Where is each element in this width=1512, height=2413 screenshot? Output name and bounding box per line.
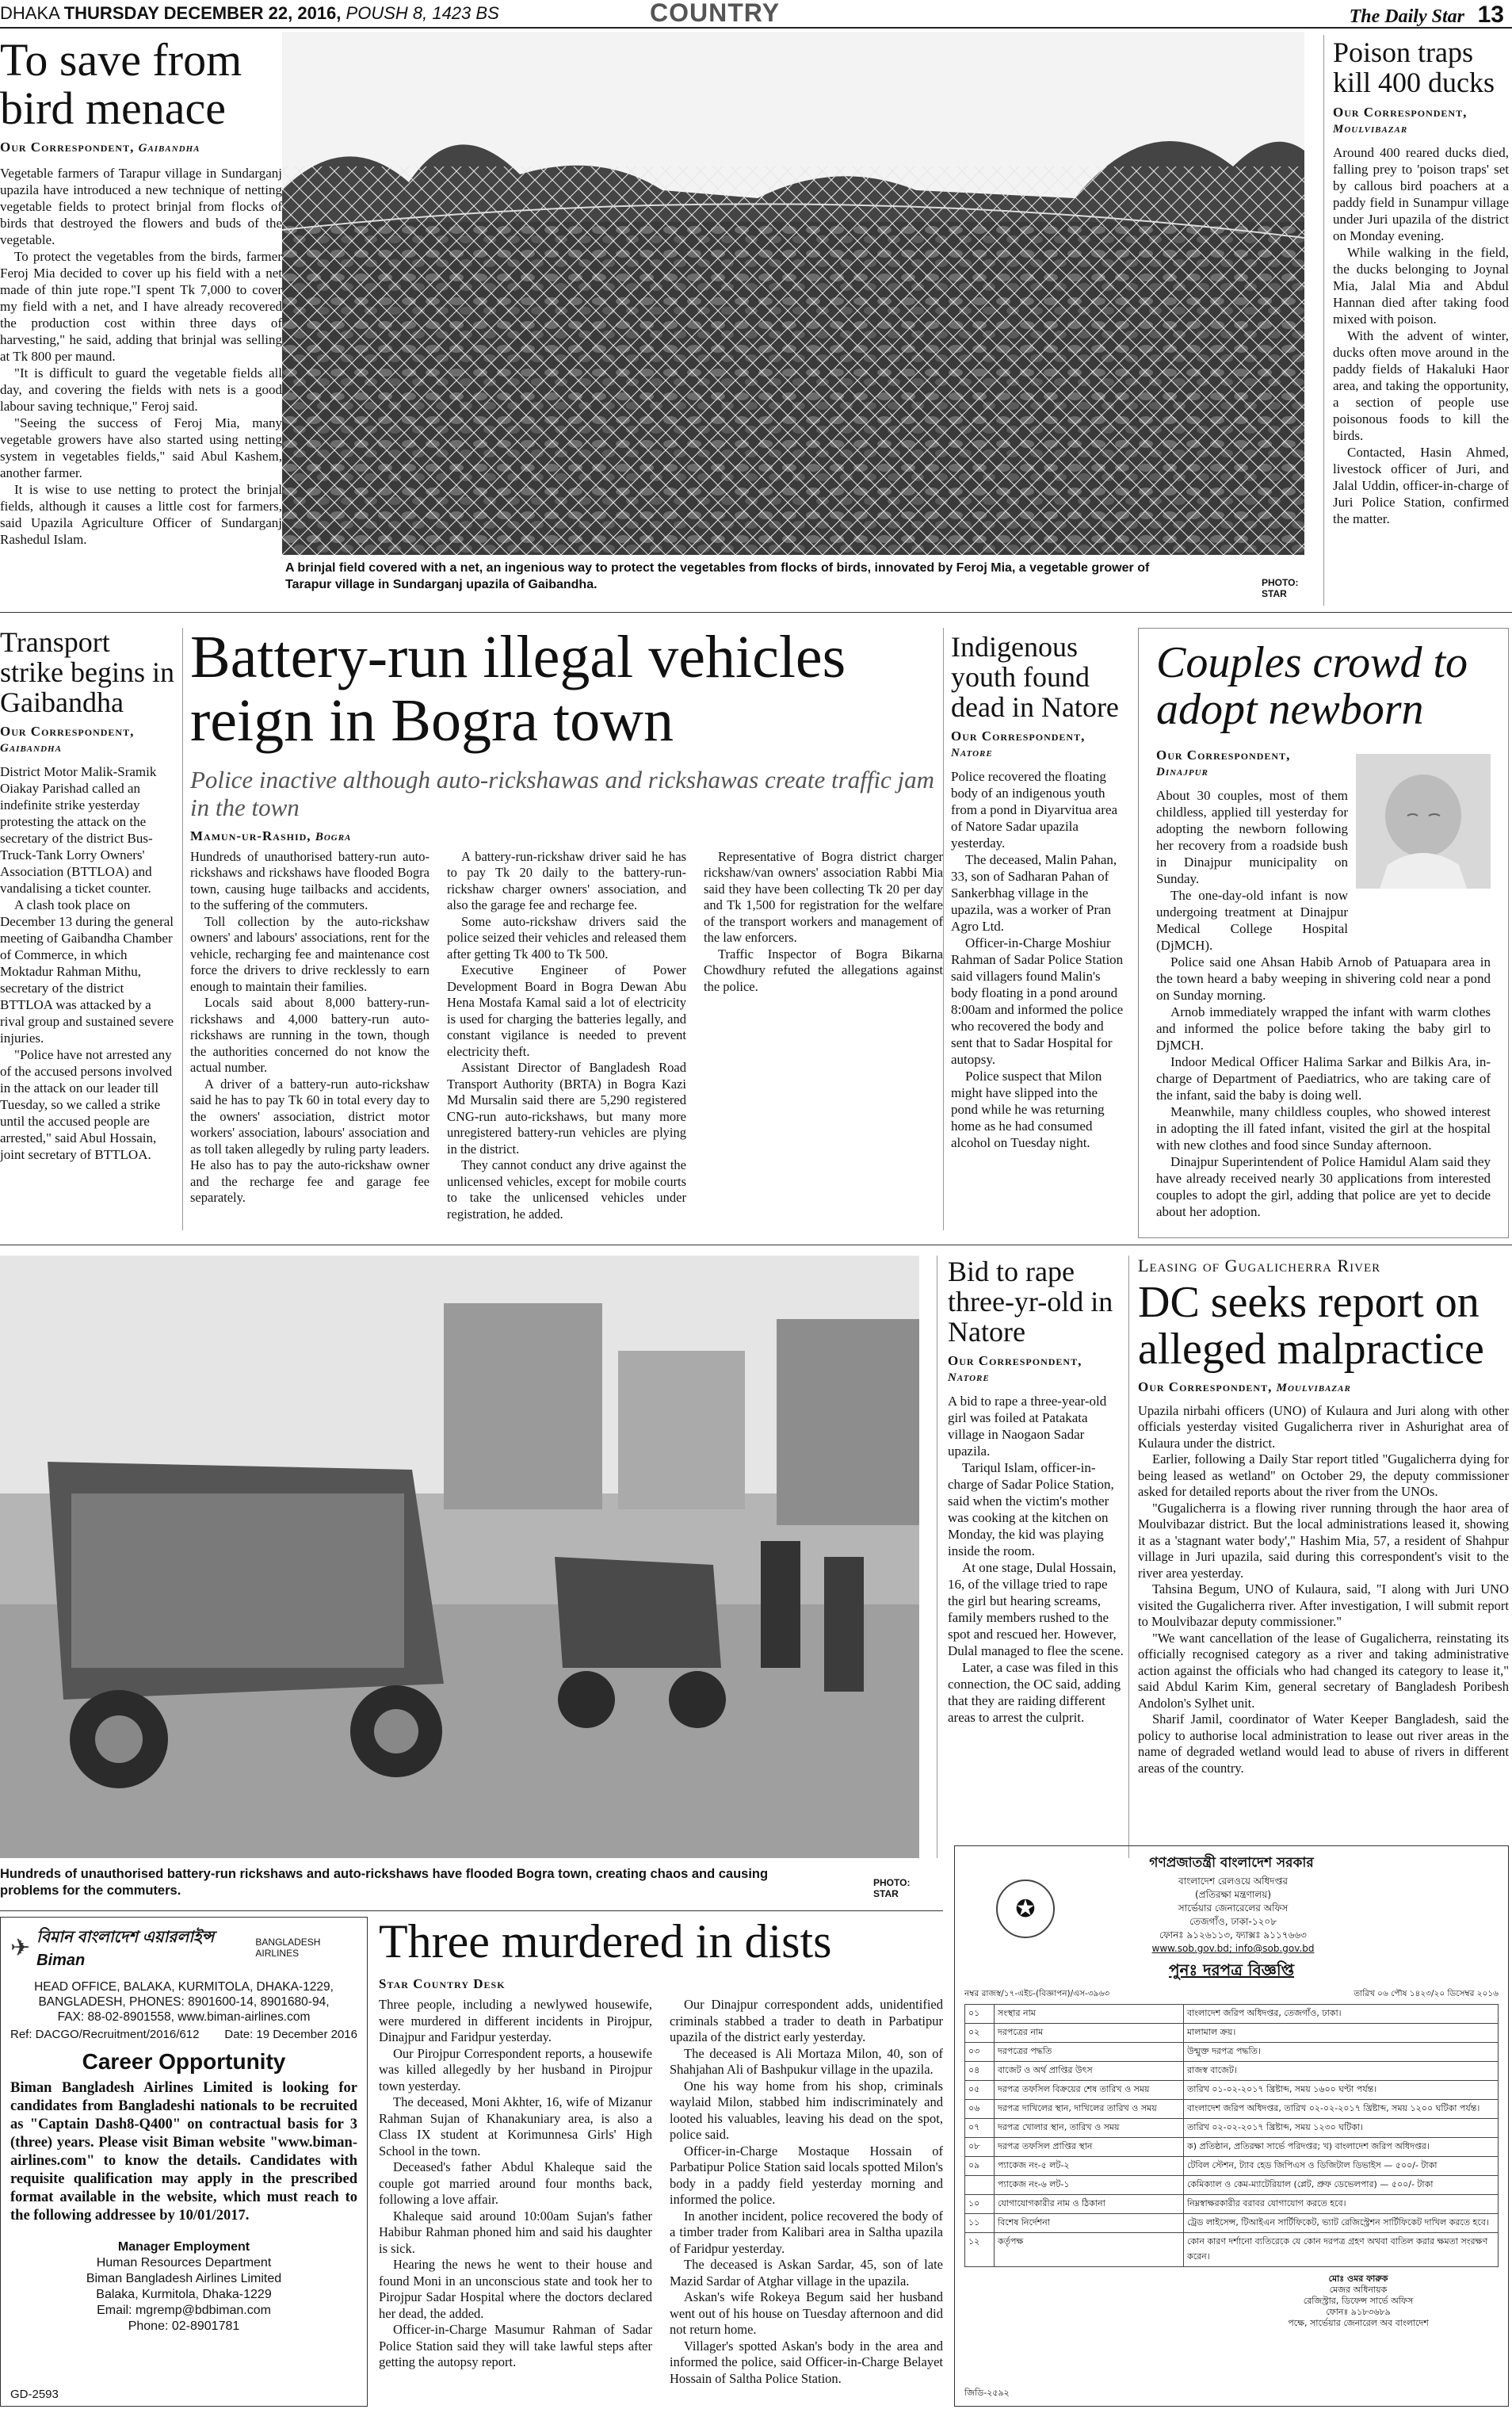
bogra-traffic-image [0,1256,919,1858]
masthead: The Daily Star 13 [1349,2,1504,28]
table-cell: ০৬ [965,2100,995,2119]
article-ducks [1333,38,1509,609]
table-cell: ০৮ [965,2138,995,2157]
emblem-icon: ✪ [996,1880,1055,1938]
body-text: District Motor Malik-Sramik Oiakay Parishad called an indefinite strike yesterday protesting the attack on the secretary of the district Bus-Truck-Tank Lorry Owners' Association (BTTLOA) and vandalising a ticket counter. A clash took place on December 13 during the general meeting of Gaibandha Chamber of Commerce, in which Moktadur Rahman Mithu, secretary of the district BTTLOA was attacked by a rival group and sustained severe injuries. "Police have not arrested any of the accused persons involved in the attack on our leader till Tuesday, so we called a strike until the accused people are arrested," said Abul Hossain, joint secretary of BTTLOA. [0,764,174,1163]
article-rape [948,1257,1125,1860]
table-cell: দরপত্রের পদ্ধতি [995,2043,1184,2062]
table-cell: ১০ [965,2195,995,2214]
notice-signatory: মোঃ ওমর ফারুক মেজর অধিনায়ক রেজিস্ট্রার, ডিফেন্স সার্ভে অফিস ফোনঃ ৯১৮৩৬৮৯ পক্ষে, সার্ভেয়ার জেনারেল অব বাংলাদেশ [1288,2273,1429,2328]
newborn-photo [1356,754,1491,889]
table-cell: দরপত্রের নাম [995,2024,1184,2043]
article-indigenous [951,633,1125,1235]
govt-tender-notice: গণপ্রজাতন্ত্রী বাংলাদেশ সরকার ✪ বাংলাদেশ রেলওয়ে অধিদপ্তর (প্রতিরক্ষা মন্ত্রণালয়) সার্ভেয়ার জেনারেলের অফিস তেজগাঁও, ঢাকা-১২০৮ ফোনঃ ৯১২৬১১৩, ফ্যাক্সঃ ৯১১৭৬৬৩ www.sob.gov.bd; info@sob.gov.bd পুনঃ দরপত্র বিজ্ঞপ্তি নম্বর রাজস্ব/১৭-এইচ-(বিজ্ঞাপন)/এস-৩৯৬৩ তারিখ ০৬ পৌষ ১৪২৩/২০ ডিসেম্বর ২০১৬ ০১ সংস্থার নাম বাংলাদেশ জরিপ অধিদপ্তর, তেজগাঁও, ঢাকা। ০২ দরপত্রের নাম মালামাল ক্রয়। ০৩ দরপত্রের পদ্ধতি উন্মুক্ত দরপত্র পদ্ধতি। ০৪ বাজেট ও অর্থ প্রাপ্তির উৎস রাজস্ব বাজেট। ০৫ দরপত্র তফসিল বিক্রয়ের শেষ তারিখ ও সময় তারিখ ০১-০২-২০১৭ খ্রিষ্টাব্দ, সময় ১৬০০ ঘণ্টা পর্যন্ত। ০৬ দরপত্র দাখিলের স্থান, দাখিলের তারিখ ও সময় বাংলাদেশ জরিপ অধিদপ্তর, তারিখ ০২-০২-২০১৭ খ্রিষ্টাব্দ, সময় ১২০০ ঘটিকা পর্যন্ত। ০৭ দরপত্র খোলার স্থান, তারিখ ও সময় তারিখ ০২-০২-২০১৭ খ্রিষ্টাব্দ, সময় ১২৩০ ঘটিকা। ০৮ দরপত্র তফসিল প্রাপ্তির স্থান ক) প্রতিষ্ঠান, প্রতিরক্ষা সার্ভে পরিদপ্তর; খ) বাংলাদেশ জরিপ অধিদপ্তর। ০৯ প্যাকেজ নং-৫ লট-২ টেবিল স্টেশন, ট্যাব হেড জিপিএস ও ডিজিটাল ডিভাইস — ৫০০/- টাকা প্যাকেজ নং-৬ লট-১ কেমিক্যাল ও কেম-ম্যাটেরিয়াল (প্লেট, প্রুফ ডেভেলপার) — ৫০০/- টাকা ১০ যোগাযোগকারীর নাম ও ঠিকানা নিম্নস্বাক্ষরকারীর বরাবর যোগাযোগ করতে হবে। ১১ বিশেষ নির্দেশনা ট্রেড লাইসেন্স, টিআইএন সার্টিফিকেট, ভ্যাট রেজিস্ট্রেশন সার্টিফিকেট দাখিল করতে হবে। ১২ কর্তৃপক্ষ কোন কারণ দর্শানো ব্যতিরেকে যে কোন দরপত্র গ্রহণ অথবা বাতিল করার ক্ষমতা সংরক্ষণ করেন। মোঃ ওমর ফারুক মেজর অধিনায়ক রেজিস্ট্রার, ডিফেন্স সার্ভে অফিস ফোনঃ ৯১৮৩৬৮৯ পক্ষে, সার্ভেয়ার জেনারেল অব বাংলাদেশ জিডি-২৫৯২ [954,1845,1509,2407]
table-cell: যোগাযোগকারীর নাম ও ঠিকানা [995,2195,1184,2214]
table-cell: বিশেষ নির্দেশনা [995,2214,1184,2233]
ad-body: Biman Bangladesh Airlines Limited is looking for candidates from Bangladeshi nationals to be recruited as "Captain Dash8-Q400" on contractual basis for 3 (three) years. Please visit Biman website "www.biman-airlines.com" to know the details. Candidates with requisite qualification may apply in the prescribed format available in the website, which must reach to the following addressee by 10/01/2017. [10,2080,357,2224]
biman-address: HEAD OFFICE, BALAKA, KURMITOLA, DHAKA-1229, BANGLADESH, PHONES: 8901600-14, 8901680-94, FAX: 88-02-8901558, www.biman-airlines.com [34,1980,334,2024]
table-row [965,2024,1499,2043]
table-cell: ট্রেড লাইসেন্স, টিআইএন সার্টিফিকেট, ভ্যাট রেজিস্ট্রেশন সার্টিফিকেট দাখিল করতে হবে। [1184,2214,1499,2233]
table-cell: তারিখ ০২-০২-২০১৭ খ্রিষ্টাব্দ, সময় ১২৩০ ঘটিকা। [1184,2119,1499,2138]
body-text: A bid to rape a three-year-old girl was foiled at Patakata village in Naogaon Sadar upazila. Tariqul Islam, officer-in-charge of Sadar Police Station, said when the victim's mother was cooking at the kitchen on Monday, the kid was playing inside the room. At one stage, Dulal Hossain, 16, of the village tried to rape the girl but hearing screams, family members rushed to the spot and rescued her. However, Dulal managed to flee the scene. Later, a case was filed in this connection, the OC said, adding that they are raiding different areas to arrest the culprit. [948,1394,1124,1726]
ad-reference: Ref: DACGO/Recruitment/2016/612 [10,2028,200,2041]
table-cell: মালামাল ক্রয়। [1184,2024,1499,2043]
table-row [965,2176,1499,2195]
table-cell: কেমিক্যাল ও কেম-ম্যাটেরিয়াল (প্লেট, প্রুফ ডেভেলপার) — ৫০০/- টাকা [1184,2176,1499,2195]
article-dc [1138,1256,1509,1858]
headline: DC seeks report on alleged malpractice [1138,1278,1484,1374]
headline: Bid to rape three-yr-old in Natore [948,1256,1113,1348]
table-cell: ১২ [965,2233,995,2267]
headline: Poison traps kill 400 ducks [1333,36,1495,98]
article-battery [190,626,943,1237]
table-row [965,2233,1499,2267]
body-text: Police recovered the floating body of an indigenous youth from a pond in Diyarvitua area of Natore Sadar upazila yesterday. The deceased, Malin Pahan, 33, son of Sadharan Pahan of Sankerbhag village in the upazila, was a worker of Pran Agro Ltd. Officer-in-Charge Moshiur Rahman of Sadar Police Station said villagers found Malin's body floating in a pond around 8:00am and informed the police who recovered the body and sent that to Sadar Hospital for autopsy. Police suspect that Milon might have slipped into the pond while he was returning home as he had consumed alcohol on Tuesday night. [951,769,1124,1151]
section-label: COUNTRY [650,0,781,27]
table-cell: ০৭ [965,2119,995,2138]
table-cell: কর্তৃপক্ষ [995,2233,1184,2267]
headline: Indigenous youth found dead in Natore [951,631,1119,723]
byline: Star Country Desk [379,1976,506,1991]
headline: Couples crowd to adopt newborn [1156,638,1468,734]
article-murder [379,1917,943,2407]
table-cell: প্যাকেজ নং-৬ লট-১ [995,2176,1184,2195]
table-cell: রাজস্ব বাজেট। [1184,2062,1499,2081]
table-cell: বাংলাদেশ জরিপ অধিদপ্তর, তেজগাঁও, ঢাকা। [1184,2005,1499,2024]
byline: Our Correspondent, Gaibandha [0,724,135,755]
table-cell: ০৯ [965,2157,995,2176]
table-cell: দরপত্র তফসিল বিক্রয়ের শেষ তারিখ ও সময় [995,2081,1184,2100]
byline: Our Correspondent, Moulvibazar [1138,1379,1351,1394]
table-cell: ১১ [965,2214,995,2233]
table-row [965,2214,1499,2233]
notice-govt: গণপ্রজাতন্ত্রী বাংলাদেশ সরকার [1149,1855,1314,1871]
table-cell: নিম্নস্বাক্ষরকারীর বরাবর যোগাযোগ করতে হবে। [1184,2195,1499,2214]
table-row [965,2081,1499,2100]
headline: Battery-run illegal vehicles reign in Bogra town [190,624,846,754]
notice-title: পুনঃ দরপত্র বিজ্ঞপ্তি [1168,1960,1295,1979]
byline: Our Correspondent, Natore [948,1353,1082,1385]
body-text: Hundreds of unauthorised battery-run auto-rickshaws and rickshaws have flooded Bogra town, causing huge tailbacks and accidents, to the suffering of the commuters. Toll collection by the auto-rickshaw owners' and labours' associations, rent for the vehicle, recharging fee and maintenance cost force the drivers to drive recklessly to earn enough to maintain their families. Locals said about 8,000 battery-run-rickshaws and 4,000 battery-run auto-rickshaws are running in the town, though the authorities concerned do not know the actual number. A driver of a battery-run auto-rickshaw said he has to pay Tk 60 in total every day to the owners' association, district motor workers' association, labours' association and as toll taken allegedly by ruling party leaders. He also has to pay the auto-rickshaw owner and the recharge fee and garage fee separately. A battery-run-rickshaw driver said he has to pay Tk 20 daily to the battery-run-rickshaw charger owners' association, and also the garage fee and recharge fee. Some auto-rickshaw drivers said the police seized their vehicles and released them after getting Tk 400 to Tk 500. Executive Engineer of Power Development Board in Bogra Dewan Abu Hena Mostafa Kamal said a lot of electricity is used for charging the batteries legally, and constant vigilance is needed to prevent electricity theft. Assistant Director of Bangladesh Road Transport Authority (BRTA) in Bogra Kazi Md Mursalin said there are 5,290 registered CNG-run auto-rickshaws, but many more unregistered battery-run vehicles are plying in the district. They cannot conduct any drive against the unlicensed vehicles, except for mobile courts to take the unlicensed vehicles under registration, he added. Representative of Bogra district charger rickshaw/van owners' association Rabbi Mia said they have been collecting Tk 20 per day and Tk 1,500 for registration for the welfare of the transport workers and management of the law enforcers. Traffic Inspector of Bogra Bikarna Chowdhury refuted the allegations against the police. [190,848,943,1222]
byline: Our Correspondent, Moulvibazar [1333,104,1468,136]
biman-logo: ✈ বিমান বাংলাদেশ এয়ারলাইন্স Biman BANGLADESH AIRLINES [10,1929,321,1969]
table-cell: প্যাকেজ নং-৫ লট-২ [995,2157,1184,2176]
table-row [965,2043,1499,2062]
biman-logo-icon: ✈ [10,1934,31,1961]
bogra-traffic-photo [0,1256,919,1858]
body-text: Around 400 reared ducks died, falling prey to 'poison traps' set by callous bird poachers at a paddy field in Sunampur village under Juri upazila of the district on Monday evening. While walking in the field, the ducks belonging to Joynal Mia, Jalal Mia and Abdul Hannan died after taking food mixed with poison. With the advent of winter, ducks often move around in the paddy fields of Hakaluki Haor area, and taking the opportunity, a section of people use poisonous foods to kill the birds. Contacted, Hasin Ahmed, livestock officer of Juri, and Jalal Uddin, officer-in-charge of Juri Police Station, confirmed the matter. [1333,144,1509,526]
page-header [0,0,1512,29]
table-cell: বাংলাদেশ জরিপ অধিদপ্তর, তারিখ ০২-০২-২০১৭ খ্রিষ্টাব্দ, সময় ১২০০ ঘটিকা পর্যন্ত। [1184,2100,1499,2119]
table-cell: টেবিল স্টেশন, ট্যাব হেড জিপিএস ও ডিজিটাল ডিভাইস — ৫০০/- টাকা [1184,2157,1499,2176]
body-text: Upazila nirbahi officers (UNO) of Kulaura and Juri along with other officials yesterday visited Gugalicherra river in Ashurighat area of Kulaura under the district. Earlier, following a Daily Star report titled "Gugalicherra dying for being leased as wetland" on October 29, the deputy commissioner asked for detailed reports about the river from the UNOs. "Gugalicherra is a flowing river running through the haor area of Moulvibazar district. But the local administrations leased it, showing it as a 'stagnant water body'," Hashim Mia, 57, a resident of Shahpur village in Juri upazila, said during this correspondent's visit to the river area yesterday. Tahsina Begum, UNO of Kulaura, said, "I along with Juri UNO visited the Gugalicherra river. After investigation, I will submit report to Moulvibazar deputy commissioner." "We want cancellation of the lease of Gugalicherra, reinstating its officially recognised category as a river and taking administrative action against the officials who had changed its category to lease it," said Abdul Karim Kim, general secretary of Bangladesh Poribesh Andolon's Sylhet unit. Sharif Jamil, coordinator of Water Keeper Bangladesh, said the policy to authorise local administration to lease out river areas in the name of degraded wetland would lead to abuse of rivers in different areas of the country. [1138,1402,1509,1776]
byline: Our Correspondent, Gaibandha [0,139,200,155]
table-cell: ০১ [965,2005,995,2024]
table-row [965,2005,1499,2024]
brinjal-field-photo [282,32,1304,555]
headline: To save from bird menace [0,34,242,134]
table-row [965,2195,1499,2214]
table-row [965,2157,1499,2176]
article-couples [1138,628,1509,1238]
newborn-image [1356,754,1491,889]
photo-caption: Hundreds of unauthorised battery-run rickshaws and auto-rickshaws have flooded Bogra town, creating chaos and causing problems for the commuters. [0,1867,769,1898]
ad-code: GD-2593 [10,2388,59,2401]
table-cell: দরপত্র তফসিল প্রাপ্তির স্থান [995,2138,1184,2157]
table-cell: দরপত্র খোলার স্থান, তারিখ ও সময় [995,2119,1184,2138]
table-cell: ০৪ [965,2062,995,2081]
body-text: Three people, including a newlywed housewife, were murdered in different incidents in Pirojpur, Dinajpur and Faridpur yesterday. Our Pirojpur Correspondent reports, a housewife was killed allegedly by her husband in Pirojpur town yesterday. The deceased, Moni Akhter, 16, wife of Mizanur Rahman Sujan of Khanakuniary area, is also a Class IX student at Korimunnesa Girls' High School in the town. Deceased's father Abdul Khaleque said the couple got married around four months back, following a love affair. Khaleque said around 10:00am Sujan's father Habibur Rahman phoned him and said his daughter is sick. Hearing the news he went to their house and found Moni in an unconscious state and took her to Pirojpur Sadar Hospital where the doctors declared her dead, the added. Officer-in-Charge Masumur Rahman of Sadar Police Station said they will take lawful steps after getting the autopsy report. Our Dinajpur correspondent adds, unidentified criminals stabbed a trader to death in Parbatipur upazila of the district early yesterday. The deceased is Ali Mortaza Milon, 40, son of Shahjahan Ali of Bashpukur village in the upazila. One his way home from his shop, criminals waylaid Milon, stabbed him indiscriminately and looted his valuables, leaving his dead on the spot, police said. Officer-in-Charge Mostaque Hossain of Parbatipur Police Station said locals spotted Milon's body in a paddy field yesterday morning and informed the police. In another incident, police recovered the body of a timber trader from Kalibari area in Saltha upazila of Faridpur yesterday. The deceased is Askan Sardar, 45, son of late Mazid Sardar of Atghar village in the upazila. Askan's wife Rokeya Begum said her husband went out of his house on Tuesday afternoon and did not return home. Villager's spotted Askan's body in the area and informed the police, said Officer-in-Charge Belayet Hossain of Saltha Police Station. [379,1997,943,2386]
table-cell: ০৫ [965,2081,995,2100]
table-cell: ক) প্রতিষ্ঠান, প্রতিরক্ষা সার্ভে পরিদপ্তর; খ) বাংলাদেশ জরিপ অধিদপ্তর। [1184,2138,1499,2157]
table-cell: তারিখ ০১-০২-২০১৭ খ্রিষ্টাব্দ, সময় ১৬০০ ঘণ্টা পর্যন্ত। [1184,2081,1499,2100]
ad-contact: Manager Employment Human Resources Department Biman Bangladesh Airlines Limited Balaka, Kurmitola, Dhaka-1229 Email: mgremp@bdbiman.com Phone: 02-8901781 [86,2240,282,2333]
table-cell: উন্মুক্ত দরপত্র পদ্ধতি। [1184,2043,1499,2062]
table-row [965,2062,1499,2081]
ad-title: Career Opportunity [82,2049,286,2074]
table-cell: সংস্থার নাম [995,2005,1184,2024]
byline: Mamun-ur-Rashid, Bogra [190,828,352,843]
table-cell [965,2176,995,2195]
article-bird [0,36,282,607]
table-cell: বাজেট ও অর্থ প্রাপ্তির উৎস [995,2062,1184,2081]
table-row [965,2119,1499,2138]
kicker: Leasing of Gugalicherra River [1138,1256,1381,1275]
photo-credit: PHOTO: STAR [1262,577,1299,599]
body-text: Vegetable farmers of Tarapur village in Sundarganj upazila have introduced a new technique of netting vegetable fields to protect brinjal from flocks of birds that destroyed the flowers and buds of the vegetable. To protect the vegetables from the birds, farmer Feroj Mia decided to cover up his field with a net made of thin jute rope."I spent Tk 7,000 to cover my field with a net, and I have already recovered the production cost within three days of harvesting," he said, adding that brinjal was selling at Tk 800 per maund. "It is difficult to guard the vegetable fields all day, and covering the fields with nets is a good labour saving technique," Feroj said. "Seeing the success of Feroj Mia, many vegetable growers have also started using netting system in vegetables fields," said Abul Kashem, another farmer. It is wise to use netting to protect the brinjal fields, although it causes a little cost for farmers, said Upazila Agriculture Officer of Sundarganj Rashedul Islam. [0,165,282,547]
byline: Our Correspondent, Dinajpur [1156,747,1291,778]
photo-caption: A brinjal field covered with a net, an ingenious way to protect the vegetables from flocks of birds, innovated by Feroj Mia, a vegetable grower of Tarapur village in Sundarganj upazila of Gaibandha. [285,561,1150,591]
table-row [965,2138,1499,2157]
subheadline: Police inactive although auto-rickshawas and rickshawas create traffic jam in the town [190,765,935,822]
table-row [965,2100,1499,2119]
table-cell: ০২ [965,2024,995,2043]
photo-credit: PHOTO: STAR [873,1877,911,1899]
byline: Our Correspondent, Natore [951,728,1086,760]
table-cell: কোন কারণ দর্শানো ব্যতিরেকে যে কোন দরপত্র গ্রহণ অথবা বাতিল করার ক্ষমতা সংরক্ষণ করেন। [1184,2233,1499,2267]
article-strike [0,628,174,1230]
headline: Transport strike begins in Gaibandha [0,626,174,718]
brinjal-field-image [282,32,1304,555]
notice-code: জিডি-২৫৯২ [964,2388,1010,2398]
headline: Three murdered in dists [379,1915,832,1967]
table-cell: দরপত্র দাখিলের স্থান, দাখিলের তারিখ ও সময় [995,2100,1184,2119]
ad-date: Date: 19 December 2016 [224,2028,357,2041]
table-cell: ০৩ [965,2043,995,2062]
dateline: DHAKA THURSDAY DECEMBER 22, 2016, POUSH 8, 1423 BS [0,3,499,23]
notice-table [964,2004,1499,2267]
body-text: About 30 couples, most of them childless, applied till yesterday for adopting the newborn following her recovery from a roadside bush in Dinajpur municipality on Sunday. The one-day-old infant is now undergoing treatment at Dinajpur Medical College Hospital (DjMCH). Police said one Ahsan Habib Arnob of Patuapara area in the town heard a baby weeping in shivering cold near a pond on Sunday morning. Arnob immediately wrapped the infant with warm clothes and informed the police before taking the baby girl to DjMCH. Indoor Medical Officer Halima Sarkar and Bilkis Ara, in-charge of Department of Paediatrics, who are taking care of the infant, said the baby is doing well. Meanwhile, many childless couples, who showed interest in adopting the ill fated infant, visited the girl at the hospital with new clothes and food since Sunday afternoon. Dinajpur Superintendent of Police Hamidul Alam said they have already received nearly 30 applications from interested couples to adopt the girl, adding that police are yet to decide about her adoption. [1156,787,1491,1219]
biman-career-ad [0,1917,368,2407]
page-number: 13 [1477,2,1504,28]
